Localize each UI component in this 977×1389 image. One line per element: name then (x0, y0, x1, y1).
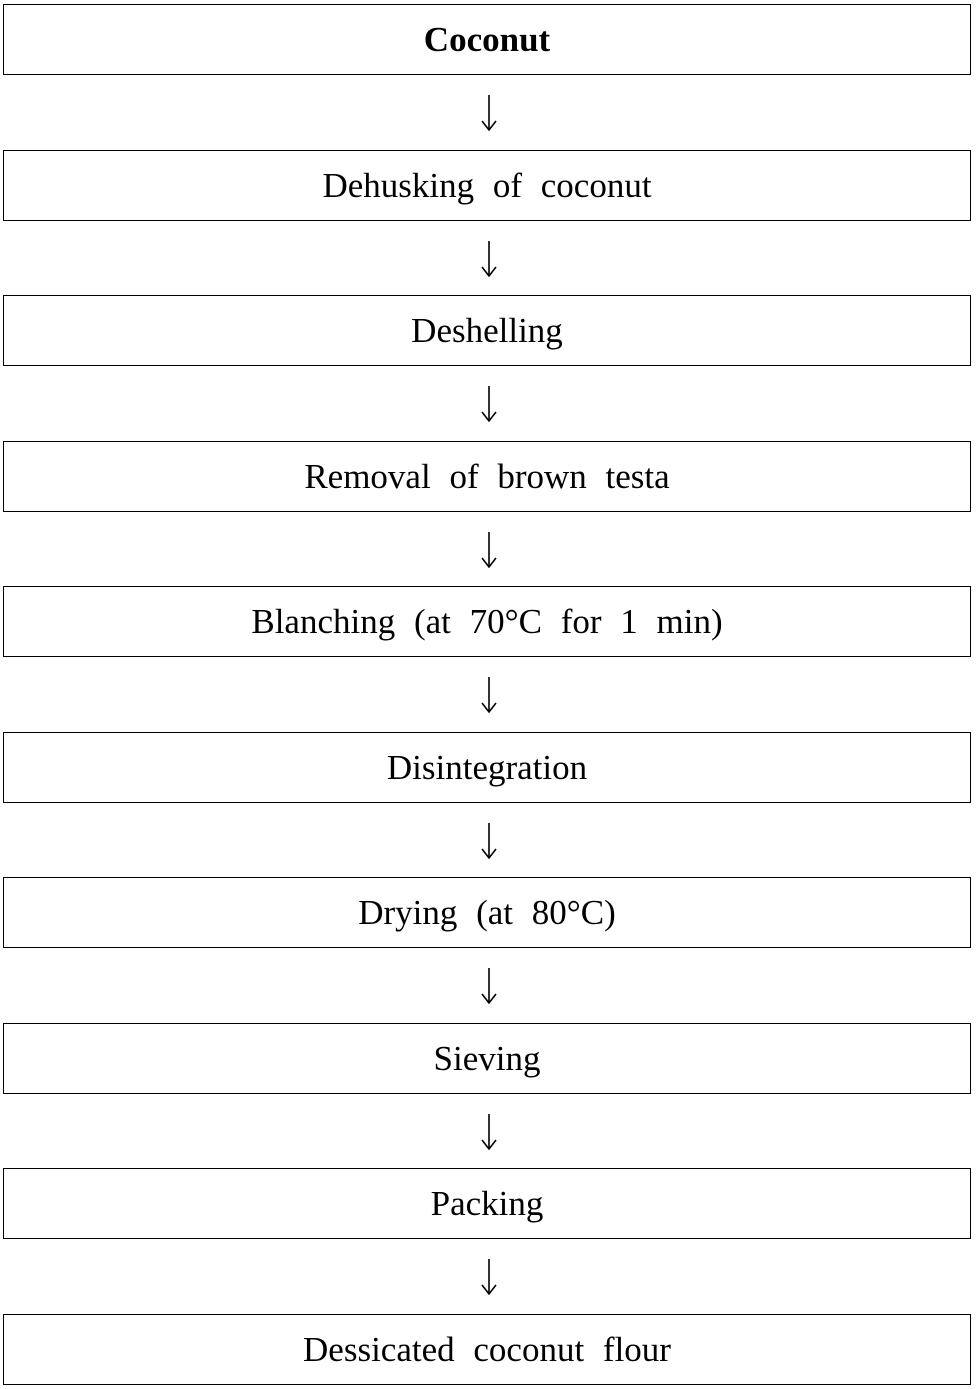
down-arrow-icon (0, 949, 977, 1023)
step-dessicated-coconut-flour: Dessicated coconut flour (3, 1314, 971, 1385)
down-arrow-icon (0, 658, 977, 732)
step-dehusking: Dehusking of coconut (3, 150, 971, 221)
step-drying: Drying (at 80°C) (3, 877, 971, 948)
down-arrow-icon (0, 513, 977, 587)
down-arrow-icon (0, 804, 977, 878)
step-sieving: Sieving (3, 1023, 971, 1094)
down-arrow-icon (0, 222, 977, 296)
step-blanching: Blanching (at 70°C for 1 min) (3, 586, 971, 657)
step-deshelling: Deshelling (3, 295, 971, 366)
step-coconut: Coconut (3, 4, 971, 75)
down-arrow-icon (0, 367, 977, 441)
down-arrow-icon (0, 1095, 977, 1169)
down-arrow-icon (0, 76, 977, 150)
step-removal-of-testa: Removal of brown testa (3, 441, 971, 512)
step-packing: Packing (3, 1168, 971, 1239)
down-arrow-icon (0, 1240, 977, 1314)
step-disintegration: Disintegration (3, 732, 971, 803)
